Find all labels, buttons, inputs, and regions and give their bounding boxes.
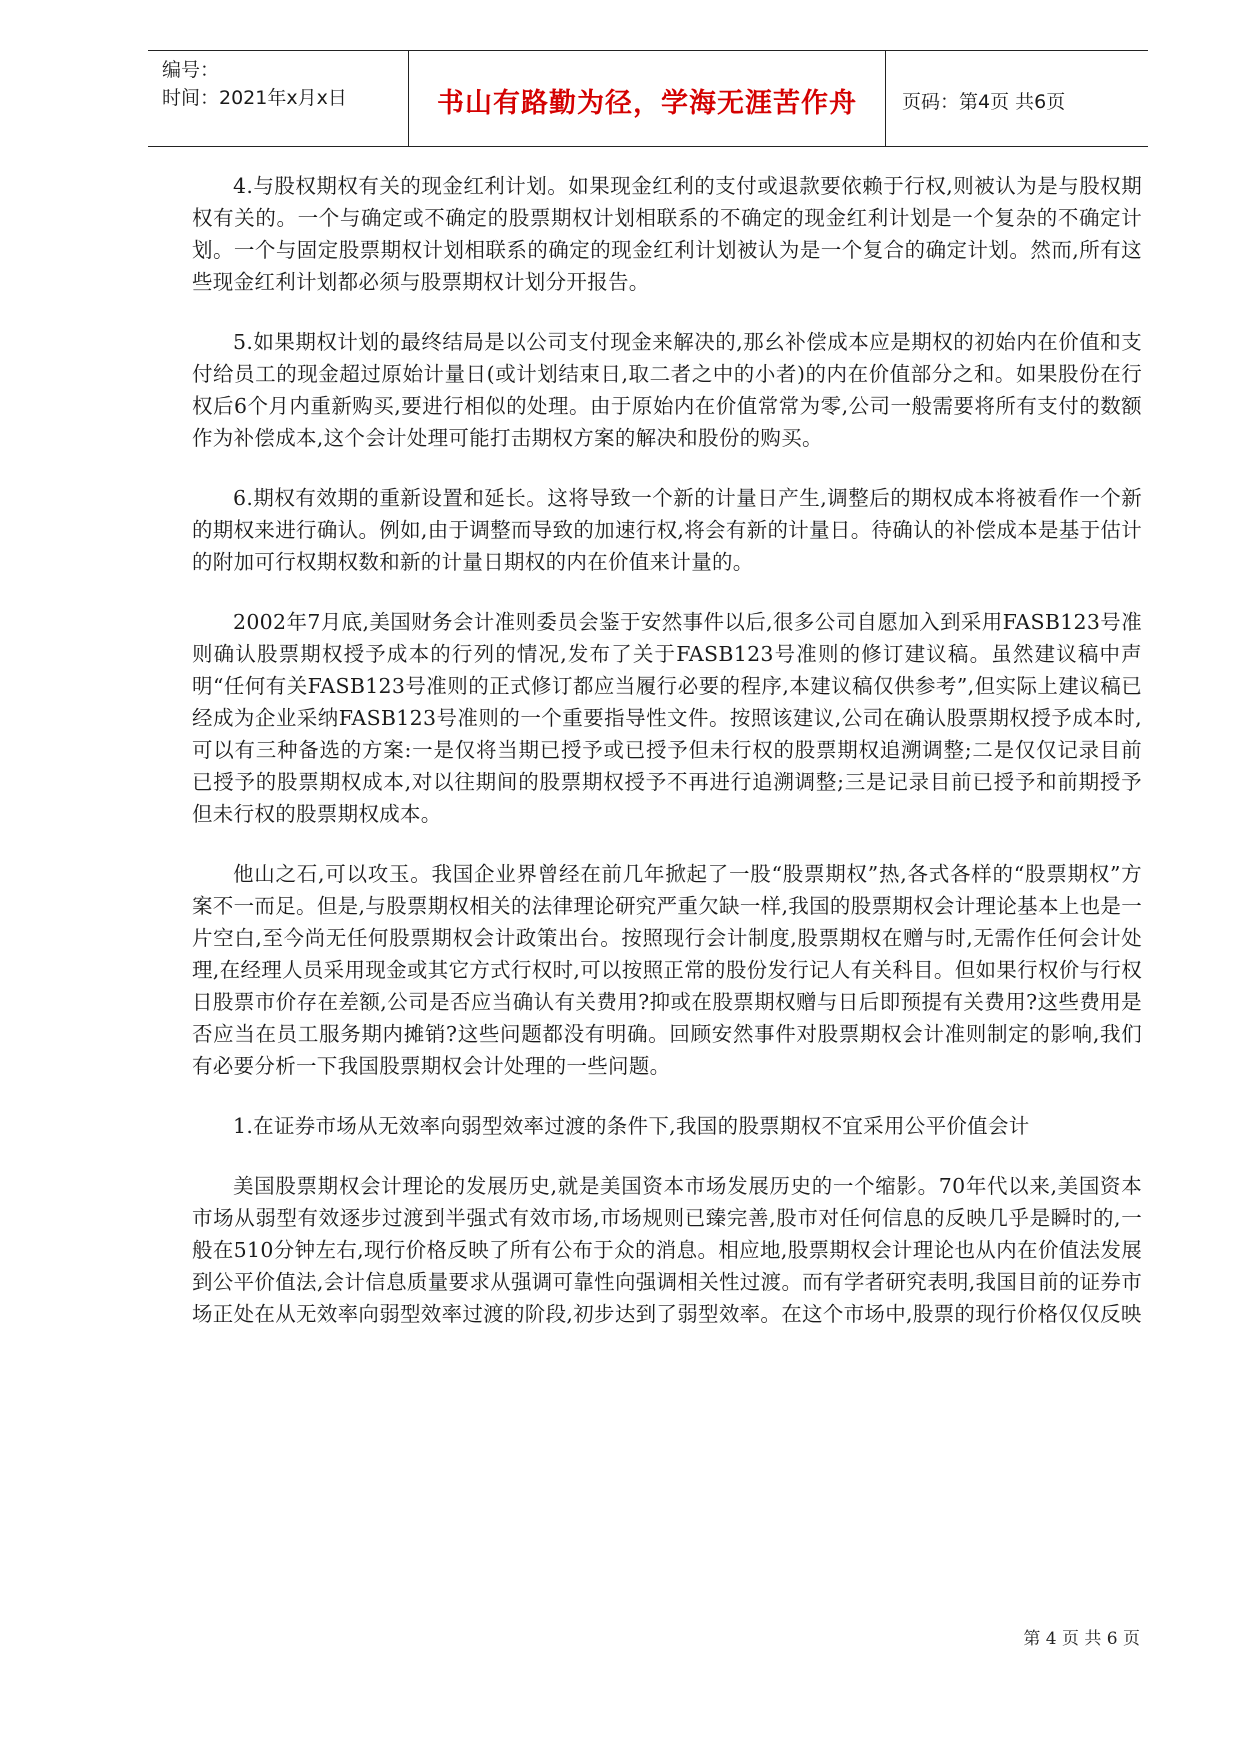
paragraph: 5.如果期权计划的最终结局是以公司支付现金来解决的,那幺补偿成本应是期权的初始内在价值和支付给员工的现金超过原始计量日(或计划结束日,取二者之中的小者)的内在价值部分之和。如果股份在行权后6个月内重新购买,要进行相似的处理。由于原始内在价值常常为零,公司一般需要将所有支付的数额作为补偿成本,这个会计处理可能打击期权方案的解决和股份的购买。	[192, 330, 1142, 450]
section-heading: 1.在证券市场从无效率向弱型效率过渡的条件下,我国的股票期权不宜采用公平价值会计	[233, 1114, 1030, 1138]
time-label: 时间：2021年x月x日	[162, 87, 347, 109]
document-body	[192, 170, 1142, 1358]
page-header	[148, 50, 1148, 147]
paragraph: 4.与股权期权有关的现金红利计划。如果现金红利的支付或退款要依赖于行权,则被认为是与股权期权有关的。一个与确定或不确定的股票期权计划相联系的不确定的现金红利计划是一个复杂的不确定计划。一个与固定股票期权计划相联系的确定的现金红利计划被认为是一个复合的确定计划。然而,所有这些现金红利计划都必须与股票期权计划分开报告。	[192, 174, 1142, 294]
header-page-cell	[886, 51, 1148, 146]
paragraph: 2002年7月底,美国财务会计准则委员会鉴于安然事件以后,很多公司自愿加入到采用FASB123号准则确认股票期权授予成本的行列的情况,发布了关于FASB123号准则的修订建议稿。虽然建议稿中声明“任何有关FASB123号准则的正式修订都应当履行必要的程序,本建议稿仅供参考”,但实际上建议稿已经成为企业采纳FASB123号准则的一个重要指导性文件。按照该建议,公司在确认股票期权授予成本时,可以有三种备选的方案:一是仅将当期已授予或已授予但未行权的股票期权追溯调整;二是仅仅记录目前已授予的股票期权成本,对以往期间的股票期权授予不再进行追溯调整;三是记录目前已授予和前期授予但未行权的股票期权成本。	[192, 610, 1142, 826]
paragraph: 美国股票期权会计理论的发展历史,就是美国资本市场发展历史的一个缩影。70年代以来,美国资本市场从弱型有效逐步过渡到半强式有效市场,市场规则已臻完善,股市对任何信息的反映几乎是瞬时的,一般在510分钟左右,现行价格反映了所有公布于众的消息。相应地,股票期权会计理论也从内在价值法发展到公平价值法,会计信息质量要求从强调可靠性向强调相关性过渡。而有学者研究表明,我国目前的证券市场正处在从无效率向弱型效率过渡的阶段,初步达到了弱型效率。在这个市场中,股票的现行价格仅仅反映	[192, 1174, 1142, 1326]
paragraph: 6.期权有效期的重新设置和延长。这将导致一个新的计量日产生,调整后的期权成本将被看作一个新的期权来进行确认。例如,由于调整而导致的加速行权,将会有新的计量日。待确认的补偿成本是基于估计的附加可行权期权数和新的计量日期权的内在价值来计量的。	[192, 486, 1142, 574]
page-info: 页码：第4页 共6页	[902, 91, 1066, 113]
serial-number-label: 编号：	[162, 59, 220, 81]
paragraph: 他山之石,可以攻玉。我国企业界曾经在前几年掀起了一股“股票期权”热,各式各样的“股票期权”方案不一而足。但是,与股票期权相关的法律理论研究严重欠缺一样,我国的股票期权会计理论基本上也是一片空白,至今尚无任何股票期权会计政策出台。按照现行会计制度,股票期权在赠与时,无需作任何会计处理,在经理人员采用现金或其它方式行权时,可以按照正常的股份发行记人有关科目。但如果行权价与行权日股票市价存在差额,公司是否应当确认有关费用?抑或在股票期权赠与日后即预提有关费用?这些费用是否应当在员工服务期内摊销?这些问题都没有明确。回顾安然事件对股票期权会计准则制定的影响,我们有必要分析一下我国股票期权会计处理的一些问题。	[192, 862, 1142, 1078]
header-motto-cell	[409, 51, 886, 146]
header-meta-cell	[148, 51, 409, 146]
motto-text: 书山有路勤为径，学海无涯苦作舟	[437, 88, 857, 119]
page-footer: 第 4 页 共 6 页	[1023, 1629, 1140, 1649]
